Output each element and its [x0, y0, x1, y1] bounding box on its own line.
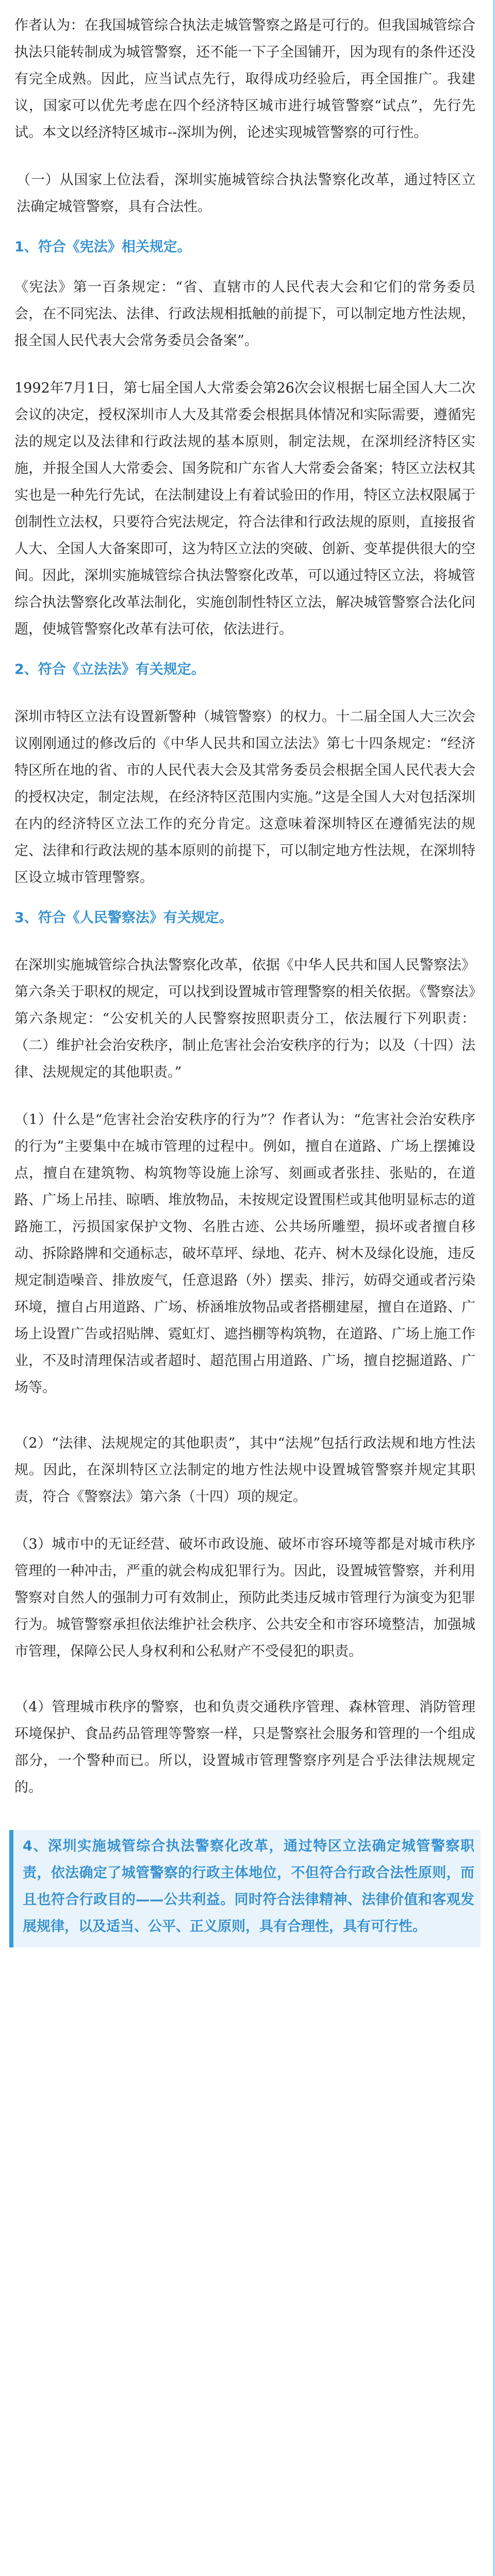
paragraph-1992-authorization: 1992年7月1日，第七届全国人大常委会第26次会议根据七届全国人大二次会议的决定，授权深圳市人大及其常委会根据具体情况和实际需要，遵循宪法的规定以及法律和行政法规的基本原则，制定法规，在深圳经济特区实施，并报全国人大常委会、国务院和广东省人大常委会备案；特区立法权其实也是一种先行先试，在法制建设上有着试验田的作用，特区立法权限属于创制性立法权，只要符合宪法规定，符合法律和行政法规的原则，直接报省人大、全国人大备案即可，这为特区立法的突破、创新、变革提供很大的空间。因此，深圳实施城管综合执法警察化改革，可以通过特区立法，将城管综合执法警察化改革法制化，实施创制性特区立法，解决城管警察合法化问题，使城管警察化改革有法可依，依法进行。: [14, 380, 475, 637]
paragraph-section-one-summary: （一）从国家上位法看，深圳实施城管综合执法警察化改革，通过特区立法确定城管警察，具有合法性。: [16, 172, 475, 215]
paragraph-item-2: （2）“法律、法规规定的其他职责”，其中“法规”包括行政法规和地方性法规。因此，在深圳特区立法制定的地方性法规中设置城管警察并规定其职责，符合《警察法》第六条（十四）项的规定。: [14, 1435, 475, 1505]
paragraph-item-4: （4）管理城市秩序的警察，也和负责交通秩序管理、森林管理、消防管理环境保护、食品药品管理等警察一样，只是警察社会服务和管理的一个组成部分，一个警种而已。所以，设置城市管理警察序列是合乎法律法规规定的。: [14, 1699, 475, 1795]
heading-legislation-law: 2、符合《立法法》有关规定。: [14, 662, 205, 677]
paragraph-legislation-law: 深圳市特区立法有设置新警种（城管警察）的权力。十二届全国人大三次会议刚刚通过的修改后的《中华人民共和国立法法》第七十四条规定：“经济特区所在地的省、市的人民代表大会及其常务委员会根据全国人民代表大会的授权决定，制定法规，在经济特区范围内实施。”这是全国人大对包括深圳在内的经济特区立法工作的充分肯定。这意味着深圳特区在遵循宪法的规定、法律和行政法规的基本原则的前提下，可以制定地方性法规，在深圳特区设立城市管理警察。: [14, 709, 475, 886]
heading-police-law: 3、符合《人民警察法》有关规定。: [14, 910, 233, 926]
highlight-conclusion-box: [9, 1830, 481, 1947]
heading-constitution: 1、符合《宪法》相关规定。: [14, 239, 191, 255]
paragraph-police-law: 在深圳实施城管综合执法警察化改革，依据《中华人民共和国人民警察法》第六条关于职权的规定，可以找到设置城市管理警察的相关依据。《警察法》第六条规定：“公安机关的人民警察按照职责分工，依法履行下列职责：（二）维护社会治安秩序，制止危害社会治安秩序的行为；以及（十四）法律、法规规定的其他职责。”: [14, 957, 475, 1080]
paragraph-intro: 作者认为：在我国城管综合执法走城管警察之路是可行的。但我国城管综合执法只能转制成为城管警察，还不能一下子全国铺开，因为现有的条件还没有完全成熟。因此，应当试点先行，取得成功经验后，再全国推广。我建议，国家可以优先考虑在四个经济特区城市进行城管警察“试点”，先行先试。本文以经济特区城市--深圳为例，论述实现城管警察的可行性。: [14, 18, 475, 141]
paragraph-item-3: （3）城市中的无证经营、破坏市政设施、破坏市容环境等都是对城市秩序管理的一种冲击，严重的就会构成犯罪行为。因此，设置城管警察，并利用警察对自然人的强制力可有效制止，预防此类违反城市管理行为演变为犯罪行为。城管警察承担依法维护社会秩序、公共安全和市容环境整洁，加强城市管理，保障公民人身权利和公私财产不受侵犯的职责。: [14, 1536, 475, 1659]
paragraph-item-1: （1）什么是“危害社会治安秩序的行为”？作者认为：“危害社会治安秩序的行为”主要集中在城市管理的过程中。例如，擅自在道路、广场上摆摊设点，擅自在建筑物、构筑物等设施上涂写、刻画或者张挂、张贴的，在道路、广场上吊挂、晾晒、堆放物品，未按规定设置围栏或其他明显标志的道路施工，污损国家保护文物、名胜古迹、公共场所雕塑，损坏或者擅自移动、拆除路牌和交通标志，破坏草坪、绿地、花卉、树木及绿化设施，违反规定制造噪音、排放废气，任意退路（外）摆卖、排污，妨碍交通或者污染环境，擅自占用道路、广场、桥涵堆放物品或者搭棚建屋，擅自在道路、广场上设置广告或招贴牌、霓虹灯、遮挡棚等构筑物，在道路、广场上施工作业，不及时清理保洁或者超时、超范围占用道路、广场，擅自挖掘道路、广场等。: [14, 1112, 475, 1396]
paragraph-constitution-article: 《宪法》第一百条规定：“省、直辖市的人民代表大会和它们的常务委员会，在不同宪法、法律、行政法规相抵触的前提下，可以制定地方性法规，报全国人民代表大会常务委员会备案”。: [14, 279, 475, 349]
paragraph-conclusion: 4、深圳实施城管综合执法警察化改革，通过特区立法确定城管警察职责，依法确定了城管警察的行政主体地位，不但符合行政合法性原则，而且也符合行政目的——公共利益。同时符合法律精神、法律价值和客观发展规律，以及适当、公平、正义原则，具有合理性，具有可行性。: [23, 1838, 474, 1935]
